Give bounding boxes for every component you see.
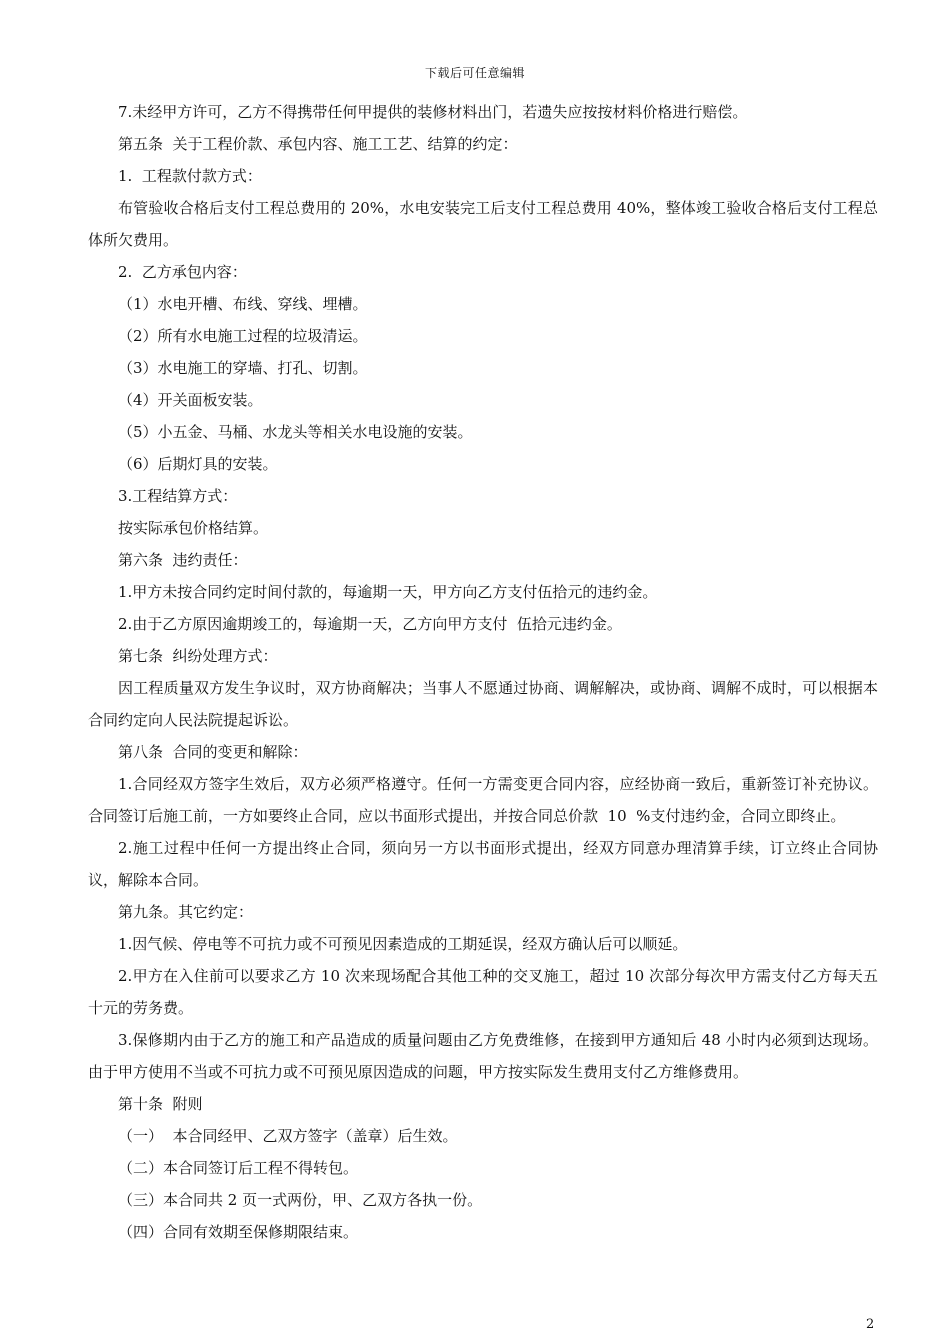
paragraph-breach-1: 1.甲方未按合同约定时间付款的，每逾期一天，甲方向乙方支付伍拾元的违约金。	[118, 583, 658, 601]
paragraph-change-1: 1.合同经双方签字生效后，双方必须严格遵守。任何一方需变更合同内容，应经协商一致后，重新签订补充协议。合同签订后施工前，一方如要终止合同，应以书面形式提出，并按合同总价款 10 %支付违约金，合同立即终止。	[88, 775, 878, 825]
paragraph-article-8-heading: 第八条 合同的变更和解除：	[118, 743, 308, 761]
document-body	[88, 96, 878, 1248]
paragraph-other-2: 2.甲方在入住前可以要求乙方 10 次来现场配合其他工种的交叉施工，超过 10 次部分每次甲方需支付乙方每天五十元的劳务费。	[88, 967, 878, 1017]
paragraph-other-3: 3.保修期内由于乙方的施工和产品造成的质量问题由乙方免费维修，在接到甲方通知后 48 小时内必须到达现场。由于甲方使用不当或不可抗力或不可预见原因造成的问题，甲方按实际发生费用支付乙方维修费用。	[88, 1031, 878, 1081]
paragraph-article-7-heading: 第七条 纠纷处理方式：	[118, 647, 278, 665]
paragraph-change-2: 2.施工过程中任何一方提出终止合同，须向另一方以书面形式提出，经双方同意办理清算手续，订立终止合同协议，解除本合同。	[88, 839, 878, 889]
paragraph-article-6-heading: 第六条 违约责任：	[118, 551, 248, 569]
paragraph-scope-item-1: （1）水电开槽、布线、穿线、埋槽。	[118, 295, 368, 313]
paragraph-appendix-4: （四）合同有效期至保修期限结束。	[118, 1223, 359, 1241]
paragraph-settlement-heading: 3.工程结算方式：	[118, 487, 238, 505]
paragraph-appendix-1: （一） 本合同经甲、乙双方签字（盖章）后生效。	[118, 1127, 458, 1145]
page-header: 下载后可任意编辑	[424, 66, 525, 80]
paragraph-settlement: 按实际承包价格结算。	[118, 519, 269, 537]
paragraph-other-1: 1.因气候、停电等不可抗力或不可预见因素造成的工期延误，经双方确认后可以顺延。	[118, 935, 688, 953]
paragraph-scope-item-5: （5）小五金、马桶、水龙头等相关水电设施的安装。	[118, 423, 473, 441]
paragraph-appendix-2: （二）本合同签订后工程不得转包。	[118, 1159, 359, 1177]
paragraph-article-10-heading: 第十条 附则	[118, 1095, 203, 1113]
paragraph-item-7: 7.未经甲方许可，乙方不得携带任何甲提供的装修材料出门，若遗失应按按材料价格进行赔偿。	[118, 103, 748, 121]
paragraph-scope-item-6: （6）后期灯具的安装。	[118, 455, 278, 473]
paragraph-scope-item-3: （3）水电施工的穿墙、打孔、切割。	[118, 359, 368, 377]
paragraph-appendix-3: （三）本合同共 2 页一式两份，甲、乙双方各执一份。	[118, 1191, 483, 1209]
page-number: 2	[866, 1317, 875, 1332]
paragraph-scope-item-4: （4）开关面板安装。	[118, 391, 263, 409]
paragraph-breach-2: 2.由于乙方原因逾期竣工的，每逾期一天，乙方向甲方支付 伍拾元违约金。	[118, 615, 622, 633]
paragraph-scope-item-2: （2）所有水电施工过程的垃圾清运。	[118, 327, 368, 345]
paragraph-dispute: 因工程质量双方发生争议时，双方协商解决；当事人不愿通过协商、调解解决，或协商、调解不成时，可以根据本合同约定向人民法院提起诉讼。	[88, 679, 878, 729]
paragraph-article-9-heading: 第九条。其它约定：	[118, 903, 254, 921]
paragraph-contract-scope-heading: 2. 乙方承包内容：	[118, 263, 247, 281]
paragraph-payment-method: 布管验收合格后支付工程总费用的 20%，水电安装完工后支付工程总费用 40%，整体竣工验收合格后支付工程总体所欠费用。	[88, 199, 878, 249]
paragraph-article-5-heading: 第五条 关于工程价款、承包内容、施工工艺、结算的约定：	[118, 135, 518, 153]
paragraph-payment-method-heading: 1. 工程款付款方式：	[118, 167, 262, 185]
